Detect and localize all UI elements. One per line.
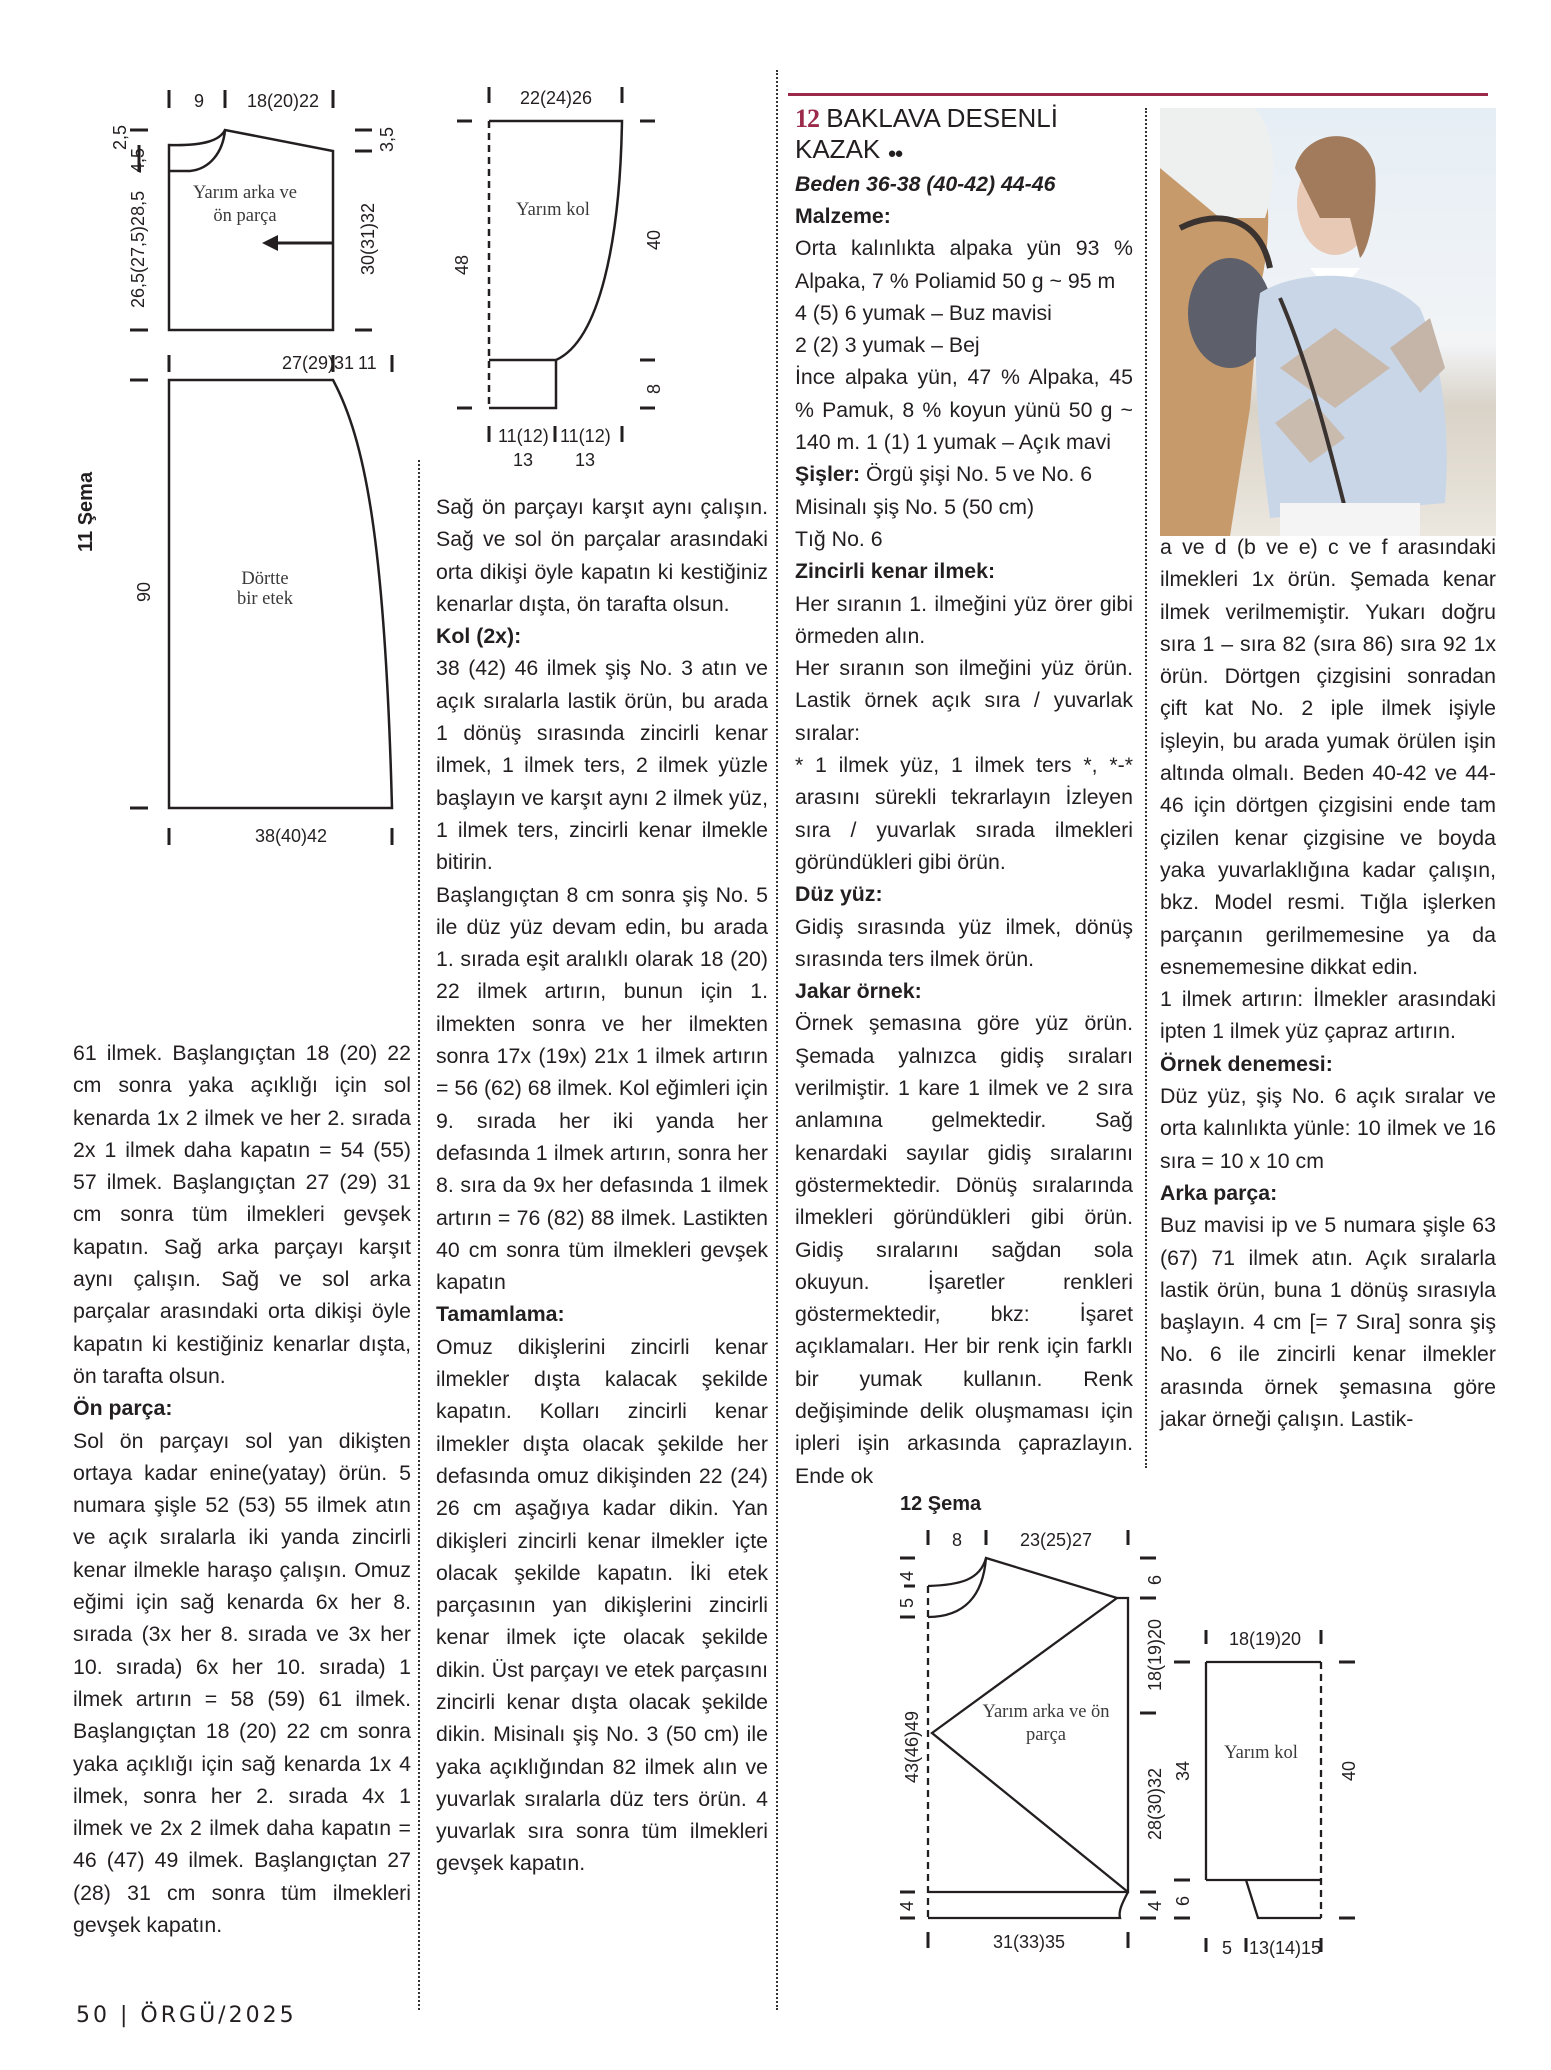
paragraph: Gidiş sırasında yüz ilmek, dönüş sırasında ters ilmek örün. — [795, 914, 1133, 971]
photo-illustration — [1160, 108, 1496, 536]
paragraph: Sol ön parçayı sol yan dikişten ortaya kadar enine(yatay) örün. 5 numara şişle 52 (53) 55 ilmek atın ve açık sıralarla iki yanda zincirli kenar ilmekle haraşo çalışın. Omuz eğimi için sağ kenarda 6x her 8. sırada (3x her 8. sırada ve 3x her 10. sırada) 6x her 10. sırada) 1 ilmek artırın = 58 (59) 61 ilmek. Başlangıçtan 18 (20) 22 cm sonra yaka açıklığı için sağ kenarda 1x 4 ilmek, sonra her 2. sırada 4x 1 ilmek ve 2x 2 ilmek daha kapatın = 46 (47) 49 ilmek. Başlangıçtan 27 (28) 31 cm sonra tüm ilmekleri gevşek kapatın. — [73, 1428, 411, 1938]
title-line-2: KAZAK — [795, 134, 881, 164]
dim-label: 40 — [644, 229, 664, 250]
text-column-2 — [436, 491, 768, 1880]
dim-label: 31(33)35 — [993, 1932, 1066, 1952]
paragraph: Sağ ön parçayı karşıt aynı çalışın. Sağ ve sol ön parçalar arasındaki orta dikişi öyle kapatın ki kestiğiniz kenarlar dışta, ön tarafta olsun. — [436, 495, 768, 616]
diagram-12-title: 12 Şema — [900, 1493, 982, 1515]
neck-curve — [169, 130, 225, 171]
paragraph: a ve d (b ve e) c ve f arasındaki ilmekleri 1x örün. Şemada kenar ilmek verilmemiştir. Yukarı doğru sıra 1 – sıra 82 (sıra 86) sıra 92 1x örün. Dörtgen çizgisini sonradan çift kat No. 2 iple ilmek işiyle işleyin, bu arada yumak örülen işin altında olmalı. Beden 40-42 ve 44-46 için dörtgen çizgisini ende tam çizilen kenar çizgisine ve boyda yaka yuvarlaklığına kadar çalışın, bkz. Model resmi. Tığla işlerken parçanın gerilmemesine ya da esnememesine dikkat edin. — [1160, 535, 1496, 979]
dim-label: 6 — [1145, 1574, 1165, 1585]
paragraph: Şişler: Örgü şişi No. 5 ve No. 6 — [795, 462, 1093, 487]
section-heading: Malzeme: — [795, 204, 891, 228]
paragraph: Her sıranın son ilmeğini yüz örün. Lastik örnek açık sıra / yuvarlak sıralar: — [795, 656, 1133, 745]
dim-label: 26,5(27,5)28,5 — [128, 190, 148, 308]
dim-label: 6 — [1173, 1895, 1193, 1906]
dim-label: 3,5 — [377, 126, 397, 152]
section-heading: Ön parça: — [73, 1396, 173, 1421]
dim-label: 23(25)27 — [1020, 1530, 1093, 1550]
dim-label: 18(19)20 — [1229, 1629, 1302, 1649]
dim-label: 11 — [358, 353, 377, 373]
paragraph: 61 ilmek. Başlangıçtan 18 (20) 22 cm sonra yaka açıklığı için sol kenarda 1x 2 ilmek ve her 2. sırada 2x 1 ilmek daha kapatın = 54 (55) 57 ilmek. Başlangıçtan 27 (29) 31 cm sonra tüm ilmekleri gevşek kapatın. Sağ arka parçayı karşıt aynı çalışın. Sağ ve sol arka parçalar arasındaki orta dikişi öyle kapatın ki kestiğiniz kenarlar dışta, ön tarafta olsun. — [73, 1041, 411, 1388]
paragraph: 2 (2) 3 yumak – Bej — [795, 333, 980, 358]
dim-label: 48 — [452, 254, 472, 275]
dim-label: 8 — [952, 1530, 963, 1550]
column-divider — [1145, 108, 1147, 1468]
dim-label: 40 — [1339, 1760, 1359, 1781]
pattern-title — [795, 103, 1058, 169]
diagram-11-title: 11 Şema — [75, 471, 97, 552]
model-photo — [1160, 108, 1496, 536]
dim-label: 38(40)42 — [255, 826, 328, 846]
page-footer — [76, 2003, 297, 2028]
piece-label: Yarım arka ve — [193, 183, 297, 203]
sleeve-outline — [489, 121, 622, 408]
dim-label: 28(30)32 — [1145, 1767, 1165, 1840]
pattern-number: 12 — [795, 104, 819, 133]
piece-label: parça — [1025, 1725, 1067, 1745]
piece-label: ön parça — [213, 206, 277, 226]
column-divider — [776, 70, 778, 2010]
piece-label: bir etek — [237, 589, 293, 609]
paragraph: Tığ No. 6 — [795, 526, 883, 551]
paragraph: Örnek şemasına göre yüz örün. Şemada yalnızca gidiş sıraları verilmiştir. 1 kare 1 ilmek ve 2 sıra anlamına gelmektedir. Sağ kenardaki sayılar gidiş sıralarını göstermektedir. Dönüş sıralarında ilmekleri göründükleri gibi örün. Gidiş sıralarını sağdan sola okuyun. İşaretler renkleri göstermektedir, bkz: İşaret açıklamaları. Her bir renk için farklı bir yumak kullanın. Renk değişiminde delik oluşmaması için ipleri işin arkasında çaprazlayın. Ende ok — [795, 1011, 1133, 1488]
dim-label: 22(24)26 — [520, 88, 593, 108]
piece-label: Dörtte — [241, 569, 289, 589]
diagram-12 — [880, 1490, 1360, 1990]
title-line-1: BAKLAVA DESENLİ — [826, 103, 1058, 133]
dim-label: 13 — [575, 450, 596, 470]
paragraph: Misinalı şiş No. 5 (50 cm) — [795, 494, 1035, 519]
photo-overlap-mask — [1160, 520, 1496, 536]
section-heading: Tamamlama: — [436, 1302, 565, 1327]
title-rule — [788, 93, 1488, 96]
paragraph: Düz yüz, şiş No. 6 açık sıralar ve orta kalınlıkta yünle: 10 ilmek ve 16 sıra = 10 x 10 cm — [1160, 1084, 1496, 1173]
piece-label: Yarım kol — [516, 200, 590, 220]
paragraph: 4 (5) 6 yumak – Buz mavisi — [795, 300, 1052, 325]
paragraph: Omuz dikişlerini zincirli kenar ilmekler dışta kalacak şekilde kapatın. Kolları zincirli kenar ilmekler dışta olacak şekilde her defasında omuz dikişinden 22 (24) 26 cm aşağıya kadar dikin. Yan dikişleri zincirli kenar ilmekler içte olacak şekilde kapatın. İki etek parçasının yan dikişlerini zincirli kenar ilmek içte olacak şekilde dikin. Üst parçayı ve etek parçasını zincirli kenar dışta olacak şekilde dikin. Misinalı şiş No. 3 (50 cm) ile yaka açıklığından 82 ilmek alın ve yuvarlak sıralarla düz ters örün. 4 yuvarlak sıra sonra tüm ilmekleri gevşek kapatın. — [436, 1334, 768, 1876]
footer-separator: | — [120, 2003, 131, 2028]
bodice-outline — [169, 130, 333, 330]
paragraph: İnce alpaka yün, 47 % Alpaka, 45 % Pamuk, 8 % koyun yünü 50 g ~ 140 m. 1 (1) 1 yumak – Açık mavi — [795, 365, 1133, 455]
arrow-head-icon — [262, 235, 278, 251]
dim-label: 4 — [897, 1570, 917, 1581]
section-heading: Zincirli kenar ilmek: — [795, 559, 996, 584]
dim-label: 11(12) — [560, 426, 611, 446]
dim-label: 5 — [1222, 1938, 1233, 1958]
dim-label: 13(14)15 — [1249, 1938, 1322, 1958]
diagram-11-sleeve — [440, 60, 700, 490]
dim-label: 27(29)31 — [282, 353, 355, 373]
section-heading: Jakar örnek: — [795, 979, 922, 1004]
dim-label: 43(46)49 — [902, 1710, 922, 1783]
dim-label: 11(12) — [498, 426, 549, 446]
dim-label: 90 — [134, 581, 154, 602]
paragraph: Orta kalınlıkta alpaka yün 93 % Alpaka, 7 % Poliamid 50 g ~ 95 m — [795, 236, 1133, 293]
paragraph: Buz mavisi ip ve 5 numara şişle 63 (67) 71 ilmek atın. Açık sıralarla lastik örün, buna 1 dönüş sırasıyla başlayın. 4 cm [= 7 Sıra] sonra şiş No. 6 ile zincirli kenar ilmekler arasında örnek şemasına göre jakar örneği çalışın. Lastik- — [1160, 1213, 1496, 1432]
paragraph: Başlangıçtan 8 cm sonra şiş No. 5 ile düz yüz devam edin, bu arada 1. sırada eşit aralıklı olarak 18 (20) 22 ilmek artırın, bunun için 1. ilmekten sonra ve her ilmekten sonra 17x (19x) 21x 1 ilmek artırın = 56 (62) 68 ilmek. Kol eğimleri için 9. sırada her iki yanda her defasında 1 ilmek artırın, sonra her 8. sıra da 9x her defasında 1 ilmek artırın = 76 (82) 88 ilmek. Lastikten 40 cm sonra tüm ilmekleri gevşek kapatın — [436, 882, 769, 1295]
text-column-1 — [73, 1037, 411, 1941]
dim-label: 18(20)22 — [247, 91, 320, 111]
text-column-3 — [795, 200, 1133, 1492]
dim-label: 5 — [897, 1597, 917, 1608]
section-heading: Arka parça: — [1160, 1180, 1278, 1205]
column-divider — [418, 460, 420, 2010]
paragraph: Her sıranın 1. ilmeğini yüz örer gibi örmeden alın. — [795, 591, 1133, 648]
dim-label: 34 — [1173, 1760, 1193, 1781]
paragraph: 1 ilmek artırın: İlmekler arasındaki ipten 1 ilmek yüz çapraz artırın. — [1160, 987, 1496, 1044]
publication-name: ÖRGÜ/2025 — [140, 2003, 297, 2028]
dim-label: 4,5 — [128, 147, 148, 173]
inline-heading: Şişler: — [795, 462, 861, 487]
dim-label: 9 — [194, 91, 205, 111]
difficulty-dots-icon: ●● — [887, 145, 902, 162]
dim-label: 4 — [1145, 1900, 1165, 1911]
text-column-4 — [1160, 531, 1496, 1435]
dim-label: 30(31)32 — [358, 202, 378, 275]
dim-label: 8 — [644, 383, 664, 394]
section-heading: Örnek denemesi: — [1160, 1051, 1333, 1076]
dim-label: 2,5 — [110, 124, 130, 150]
dim-label: 4 — [897, 1900, 917, 1911]
piece-label: Yarım kol — [1224, 1743, 1298, 1763]
size-range: Beden 36-38 (40-42) 44-46 — [795, 172, 1056, 196]
diagram-11-skirt — [60, 340, 420, 1000]
page-number: 50 — [76, 2003, 110, 2028]
section-heading: Düz yüz: — [795, 882, 883, 907]
dim-label: 13 — [513, 450, 534, 470]
dim-label: 18(19)20 — [1145, 1618, 1165, 1691]
paragraph: 38 (42) 46 ilmek şiş No. 3 atın ve açık sıralarla lastik örün, bu arada 1 dönüş sırasında zincirli kenar ilmek, 1 ilmek ters, 2 ilmek yüzle başlayın ve karşıt aynı 2 ilmek yüz, 1 ilmek ters, zincirli kenar ilmekle bitirin. — [436, 656, 768, 875]
piece-label: Yarım arka ve ön — [982, 1702, 1110, 1722]
paragraph: * 1 ilmek yüz, 1 ilmek ters *, *-* arasını sürekli tekrarlayın İzleyen sıra / yuvarlak sırada ilmekleri göründükleri gibi örün. — [795, 753, 1133, 874]
diagram-11-bodice — [60, 80, 420, 380]
section-heading: Kol (2x): — [436, 624, 522, 649]
